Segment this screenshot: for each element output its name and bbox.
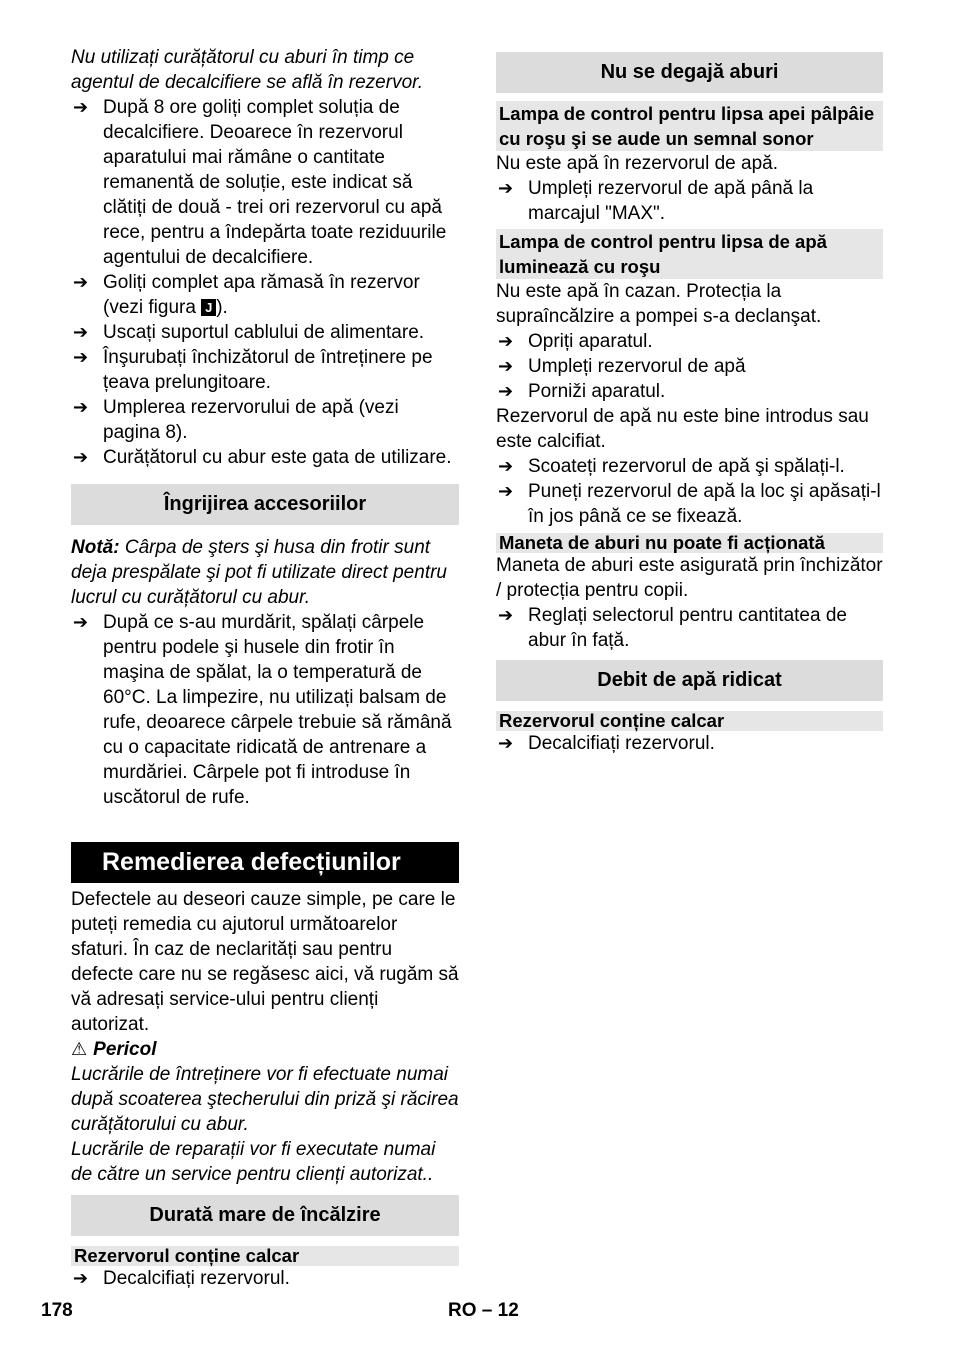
danger-text: Lucrările de întreținere vor fi efectuate numai după scoaterea ştecherului din priză şi răcirea curățătorului cu abur. <box>71 1064 459 1135</box>
list-item: ➔ Reglați selectorul pentru cantitatea de abur în față. <box>498 605 847 651</box>
subheading-calcar: Rezervorul conține calcar <box>496 711 883 731</box>
list-item: ➔ Umplerea rezervorului de apă (vezi pagina 8). <box>73 397 399 443</box>
list-item: ➔ După ce s-au murdărit, spălați cârpele pentru podele şi husele din frotir în maşina de spălat, la o temperatură de 60°C. La limpezire, nu utilizați balsam de rufe, deoarece cârpele trebuie să rămână cu o capacitate ridicată de antrenare a murdăriei. Cârpele pot fi introduse în uscătorul de rufe. <box>73 612 452 808</box>
section-code: RO – 12 <box>448 1300 519 1321</box>
section-heading-abur: Nu se degajă aburi <box>496 52 883 93</box>
list-item: ➔ Înşurubați închizătorul de întreținere pe țeava prelungitoare. <box>73 347 433 393</box>
arrow-right-icon: ➔ <box>498 381 514 401</box>
subheading-lampa-apa: Lampa de control pentru lipsa apei pâlpâie cu roşu şi se aude un semnal sonor <box>496 101 883 151</box>
arrow-right-icon: ➔ <box>73 272 89 292</box>
arrow-right-icon: ➔ <box>73 97 89 117</box>
right-column <box>496 45 883 756</box>
section-heading-accesorii: Îngrijirea accesoriilor <box>71 484 459 525</box>
figure-ref-badge: J <box>201 299 216 316</box>
arrow-right-icon: ➔ <box>498 733 514 753</box>
section-heading-durata: Durată mare de încălzire <box>71 1195 459 1236</box>
cause-text: Nu este apă în cazan. Protecția la supraîncălzire a pompei s-a declanşat. <box>496 281 822 327</box>
list-item: ➔ Goliți complet apa rămasă în rezervor (vezi figura J ). <box>73 272 420 318</box>
list-item: ➔ Opriți aparatul. <box>498 331 653 352</box>
warning-triangle-icon: ⚠ <box>71 1039 88 1059</box>
arrow-right-icon: ➔ <box>498 605 514 625</box>
arrow-right-icon: ➔ <box>73 612 89 632</box>
list-item: ➔ Decalcifiați rezervorul. <box>498 733 715 754</box>
arrow-right-icon: ➔ <box>73 347 89 367</box>
note-paragraph: Notă: Cârpa de şters şi husa din frotir sunt deja prespălate şi pot fi utilizate direct pentru lucrul cu curățătorul cu abur. <box>71 537 447 608</box>
chapter-title: Remedierea defecțiunilor <box>71 842 459 883</box>
subheading-lampa-rosu: Lampa de control pentru lipsa de apă luminează cu roşu <box>496 229 883 279</box>
list-item: ➔ Uscați suportul cablului de alimentare. <box>73 322 425 343</box>
list-item: ➔ Scoateți rezervorul de apă şi spălați-l. <box>498 456 845 477</box>
list-item: ➔ Decalcifiați rezervorul. <box>73 1268 290 1289</box>
cause-text: Maneta de aburi este asigurată prin închizător / protecția pentru copii. <box>496 555 883 601</box>
subheading-maneta: Maneta de aburi nu poate fi acționată <box>496 533 883 553</box>
arrow-right-icon: ➔ <box>73 1268 89 1288</box>
arrow-right-icon: ➔ <box>73 447 89 467</box>
danger-text: Lucrările de reparații vor fi executate numai de către un service pentru clienți autorizat.. <box>71 1139 436 1185</box>
arrow-right-icon: ➔ <box>498 331 514 351</box>
list-item: ➔ Curățătorul cu abur este gata de utilizare. <box>73 447 452 468</box>
subheading-calcar: Rezervorul conține calcar <box>71 1246 459 1266</box>
page-number: 178 <box>41 1300 73 1321</box>
list-item: ➔ Umpleți rezervorul de apă <box>498 356 746 377</box>
cause-text: Rezervorul de apă nu este bine introdus sau este calcifiat. <box>496 406 869 452</box>
intro-note: Nu utilizați curățătorul cu aburi în timp ce agentul de decalcifiere se află în rezervor. <box>71 47 424 93</box>
arrow-right-icon: ➔ <box>498 178 514 198</box>
arrow-right-icon: ➔ <box>498 481 514 501</box>
list-item: ➔ Porniži aparatul. <box>498 381 666 402</box>
arrow-right-icon: ➔ <box>498 356 514 376</box>
arrow-right-icon: ➔ <box>73 322 89 342</box>
list-item: ➔ După 8 ore goliți complet soluția de decalcifiere. Deoarece în rezervorul aparatului mai rămâne o cantitate remanentă de soluție, este indicat să clătiți de două - trei ori rezervorul cu apă rece, pentru a îndepărta toate reziduurile agentului de decalcifiere. <box>73 97 447 268</box>
cause-text: Nu este apă în rezervorul de apă. <box>496 153 779 174</box>
arrow-right-icon: ➔ <box>73 397 89 417</box>
arrow-right-icon: ➔ <box>498 456 514 476</box>
danger-label: ⚠ Pericol <box>71 1039 157 1060</box>
left-column <box>71 45 459 1291</box>
list-item: ➔ Puneți rezervorul de apă la loc şi apăsați-l în jos până ce se fixează. <box>498 481 881 527</box>
list-item: ➔ Umpleți rezervorul de apă până la marcajul "MAX". <box>498 178 814 224</box>
section-heading-debit: Debit de apă ridicat <box>496 660 883 701</box>
intro-paragraph: Defectele au deseori cauze simple, pe care le puteți remedia cu ajutorul următoarelor sfaturi. În caz de neclarități sau pentru defecte care nu se regăsesc aici, vă rugăm să vă adresați service-ului pentru clienți autorizat. <box>71 889 459 1035</box>
